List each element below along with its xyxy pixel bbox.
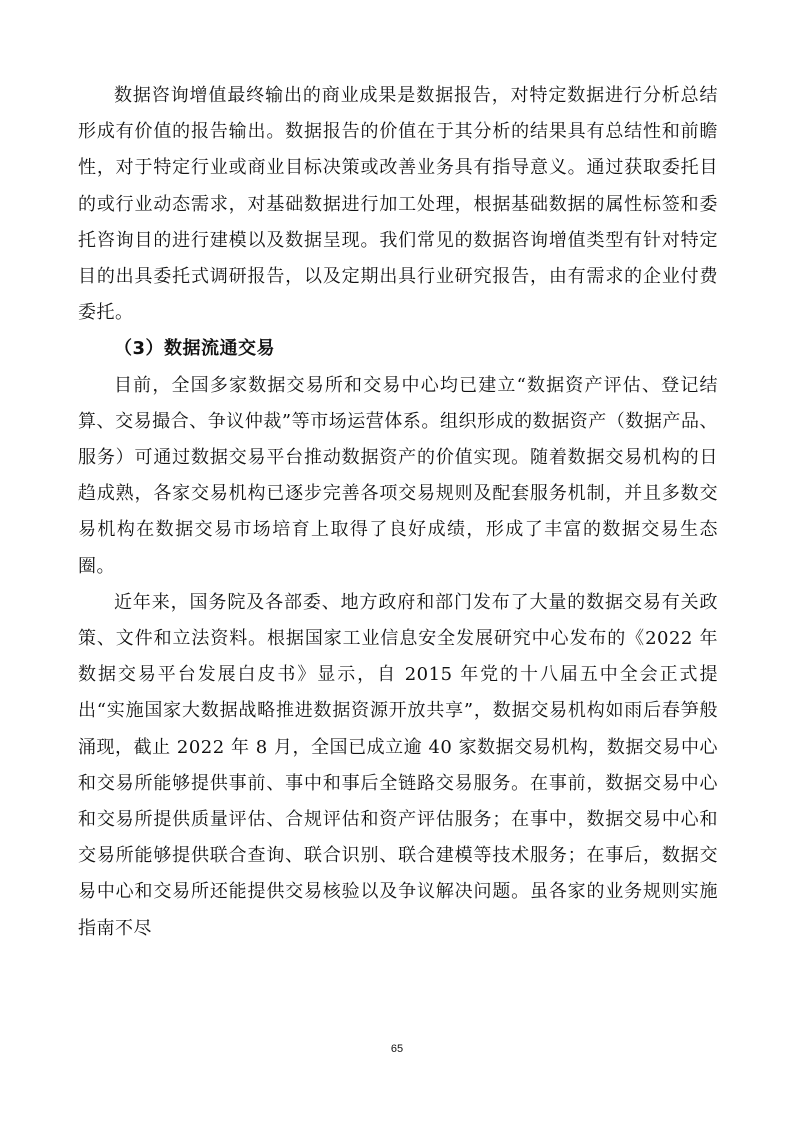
page-number: 65 [390,1043,404,1055]
paragraph-exchange-systems: 目前，全国多家数据交易所和交易中心均已建立“数据资产评估、登记结算、交易撮合、争议仲裁”等市场运营体系。组织形成的数据资产（数据产品、服务）可通过数据交易平台推动数据资产的价值实现。随着数据交易机构的日趋成熟，各家交易机构已逐步完善各项交易规则及配套服务机制，并且多数交易机构在数据交易市场培育上取得了良好成绩，形成了丰富的数据交易生态圈。 [78,374,718,577]
page-content [78,78,718,947]
paragraph-policy-background: 近年来，国务院及各部委、地方政府和部门发布了大量的数据交易有关政策、文件和立法资料。根据国家工业信息安全发展研究中心发布的《2022 年数据交易平台发展白皮书》显示，自 2015 年党的十八届五中全会正式提出“实施国家大数据战略推进数据资源开放共享”，数据交易机构如雨后春笋般涌现，截止 2022 年 8 月，全国已成立逾 40 家数据交易机构，数据交易中心和交易所能够提供事前、事中和事后全链路交易服务。在事前，数据交易中心和交易所提供质量评估、合规评估和资产评估服务；在事中，数据交易中心和交易所能够提供联合查询、联合识别、联合建模等技术服务；在事后，数据交易中心和交易所还能提供交易核验以及争议解决问题。虽各家的业务规则实施指南不尽 [78,591,718,939]
section-heading-data-trading: （3）数据流通交易 [114,338,276,360]
paragraph-data-consulting: 数据咨询增值最终输出的商业成果是数据报告，对特定数据进行分析总结形成有价值的报告输出。数据报告的价值在于其分析的结果具有总结性和前瞻性，对于特定行业或商业目标决策或改善业务具有指导意义。通过获取委托目的或行业动态需求，对基础数据进行加工处理，根据基础数据的属性标签和委托咨询目的进行建模以及数据呈现。我们常见的数据咨询增值类型有针对特定目的出具委托式调研报告，以及定期出具行业研究报告，由有需求的企业付费委托。 [78,85,718,324]
